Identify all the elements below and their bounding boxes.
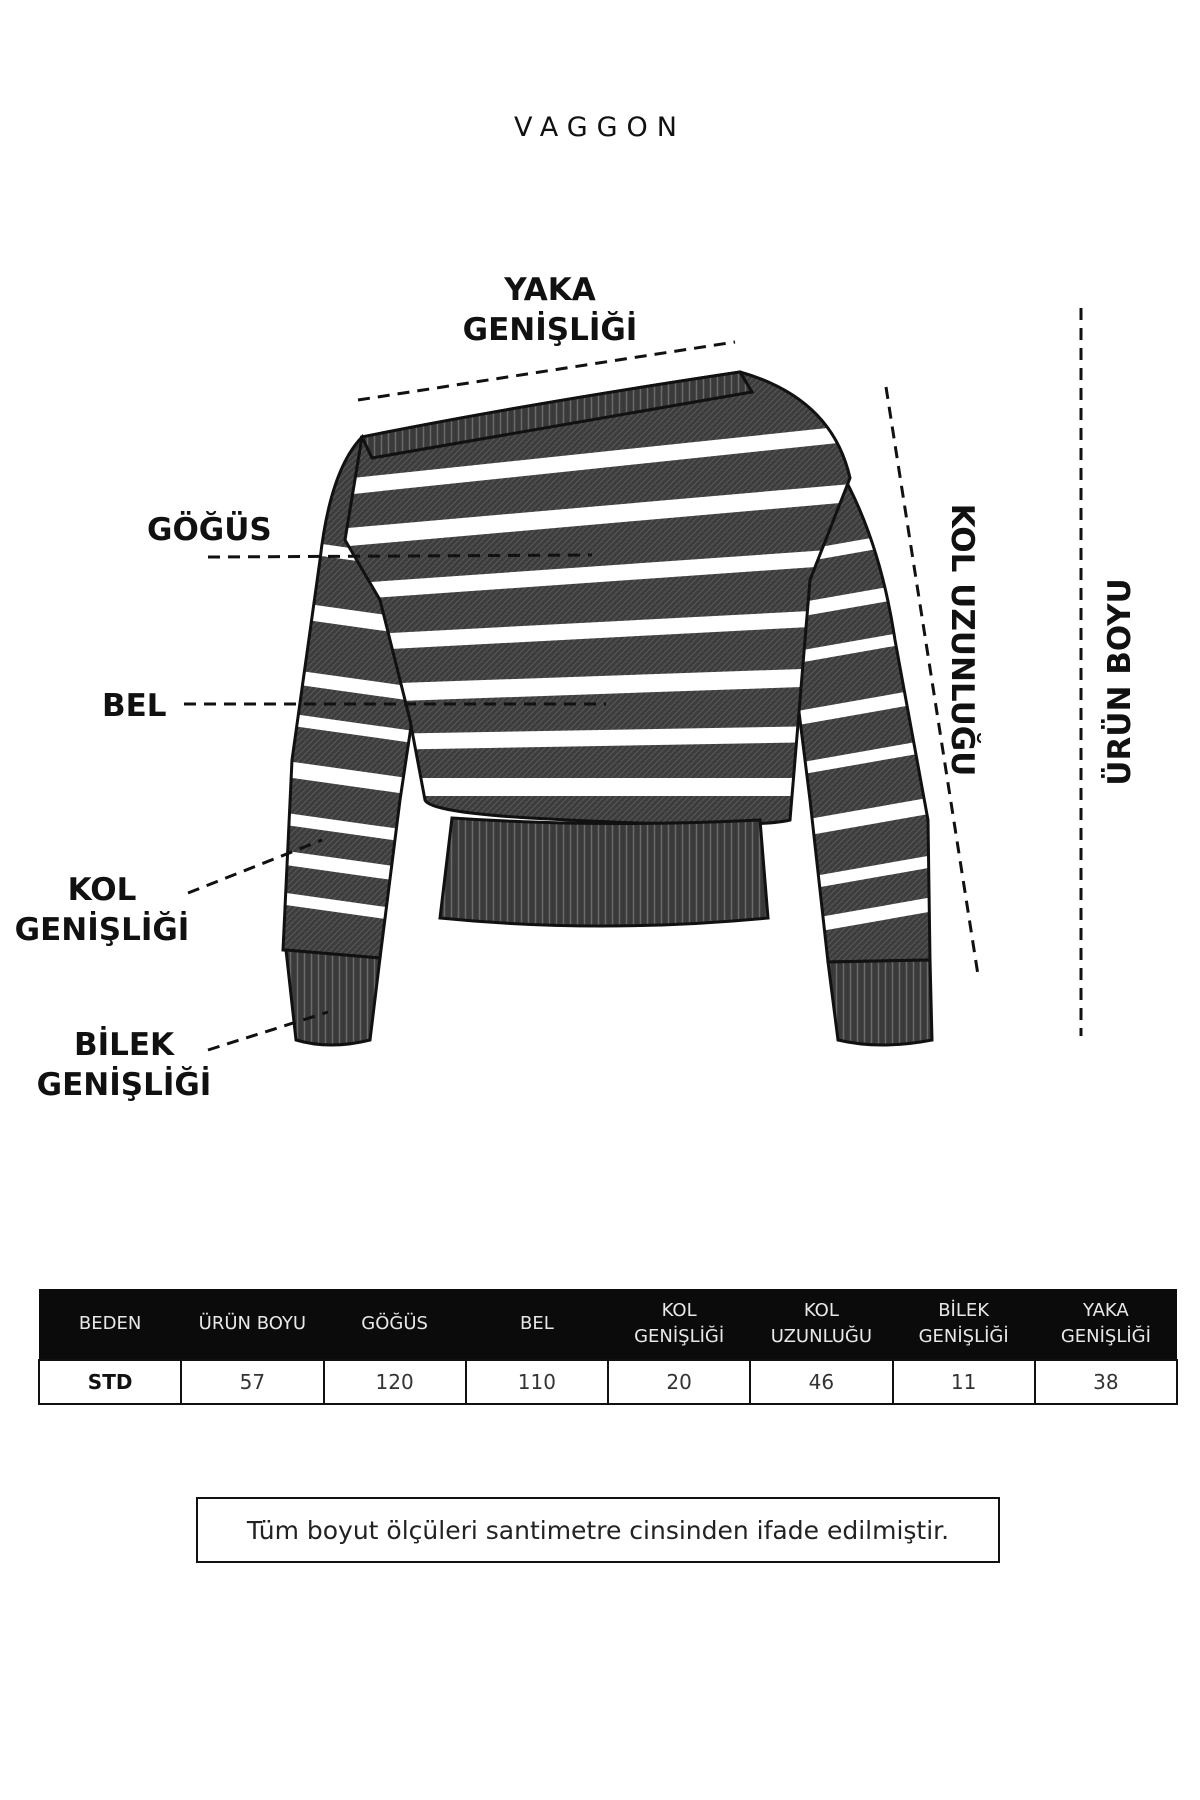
yaka-label	[440, 270, 660, 350]
size-table-header-row	[39, 1289, 1177, 1360]
brand-logo: VAGGON	[513, 112, 687, 143]
col-header-gogus: GÖĞÜS	[324, 1289, 466, 1360]
cell-bel: 110	[466, 1360, 608, 1404]
cell-beden: STD	[39, 1360, 181, 1404]
cell-kol-genisligi: 20	[608, 1360, 750, 1404]
waistband	[440, 818, 768, 926]
gogus-label: GÖĞÜS	[147, 512, 272, 548]
cell-urun-boyu: 57	[181, 1360, 323, 1404]
yaka-label-line1: YAKA	[504, 272, 596, 308]
bilek-label-line2: GENİŞLİĞİ	[36, 1067, 212, 1103]
cell-yaka-genisligi: 38	[1035, 1360, 1177, 1404]
size-table	[38, 1289, 1178, 1405]
urun-boyu-label: ÜRÜN BOYU	[1102, 578, 1138, 786]
right-cuff	[828, 960, 932, 1045]
bilek-label-line1: BİLEK	[73, 1027, 175, 1063]
table-row	[39, 1360, 1177, 1404]
kol-genisligi-label	[12, 870, 192, 950]
col-header-yaka-genisligi: YAKA GENİŞLİĞİ	[1035, 1289, 1177, 1360]
bilek-label	[34, 1025, 214, 1105]
kol-genisligi-label-line2: GENİŞLİĞİ	[14, 912, 190, 948]
col-header-bilek-genisligi: BİLEK GENİŞLİĞİ	[893, 1289, 1035, 1360]
kol-uzunlugu-label: KOL UZUNLUĞU	[944, 503, 980, 777]
left-cuff	[286, 950, 380, 1045]
col-header-bel: BEL	[466, 1289, 608, 1360]
col-header-kol-uzunlugu: KOL UZUNLUĞU	[750, 1289, 892, 1360]
col-header-urun-boyu: ÜRÜN BOYU	[181, 1289, 323, 1360]
yaka-label-line2: GENİŞLİĞİ	[462, 312, 638, 348]
cell-bilek-genisligi: 11	[893, 1360, 1035, 1404]
cell-gogus: 120	[324, 1360, 466, 1404]
measurement-note: Tüm boyut ölçüleri santimetre cinsinden ifade edilmiştir.	[196, 1497, 1000, 1563]
col-header-kol-genisligi: KOL GENİŞLİĞİ	[608, 1289, 750, 1360]
cell-kol-uzunlugu: 46	[750, 1360, 892, 1404]
kol-genisligi-label-line1: KOL	[67, 872, 137, 908]
col-header-beden: BEDEN	[39, 1289, 181, 1360]
bel-label: BEL	[102, 688, 167, 724]
